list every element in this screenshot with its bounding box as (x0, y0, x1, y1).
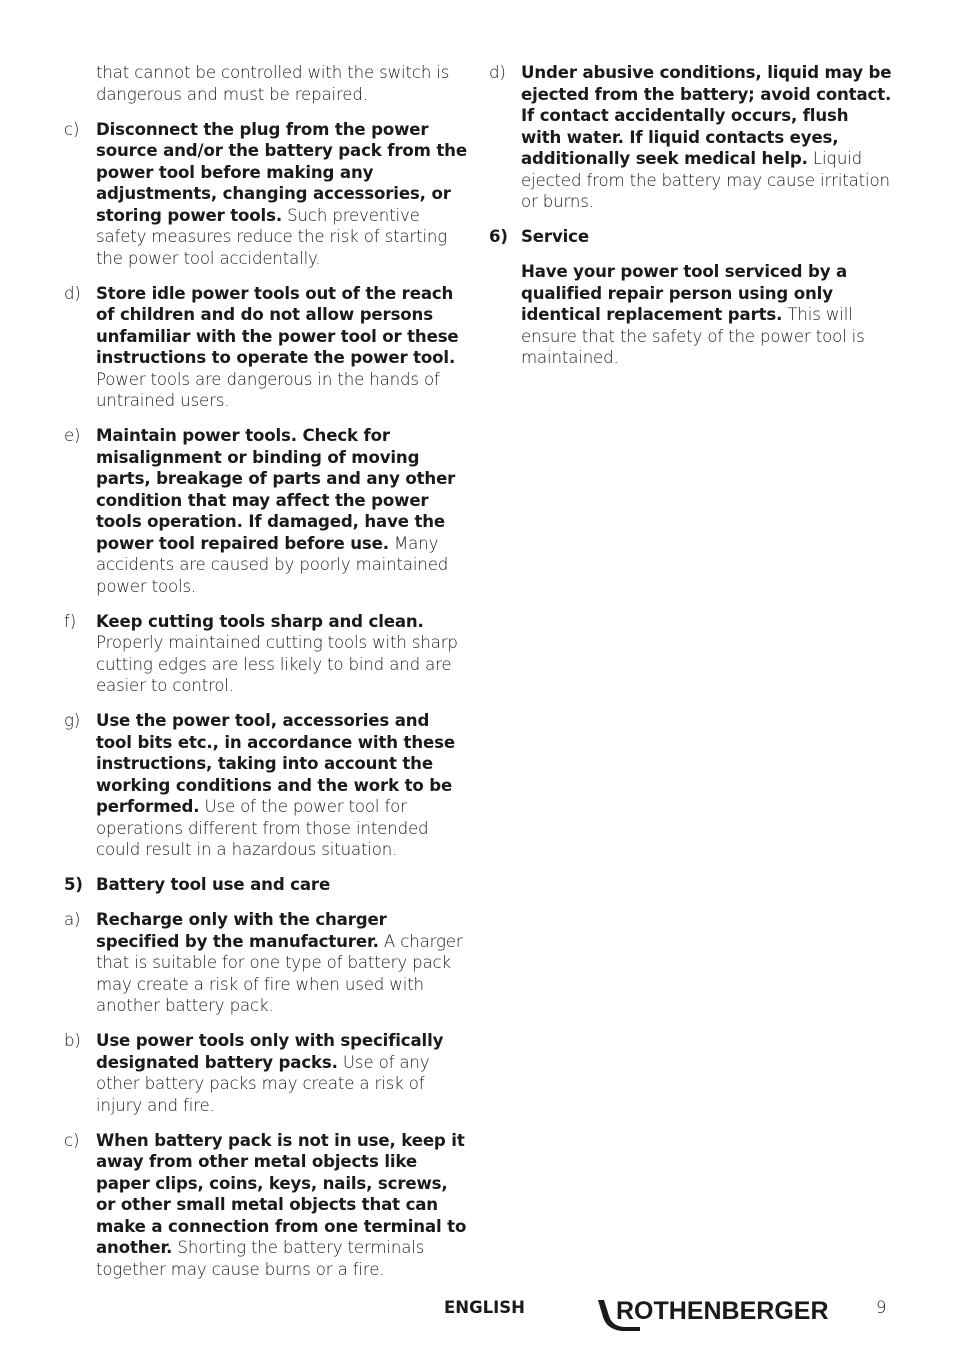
bold-instruction: Have your power tool serviced by a qualified repair person using only identical replacement parts. (521, 262, 848, 324)
footer-language: ENGLISH (444, 1298, 525, 1317)
explanation-text: Power tools are dangerous in the hands of untrained users. (96, 369, 440, 410)
list-item (64, 874, 468, 896)
rothenberger-logo (596, 1294, 836, 1334)
explanation-text: A charger that is suitable for one type of battery pack may create a risk of fire when used with another battery pack. (96, 931, 463, 1015)
list-item (64, 119, 468, 270)
item-marker: d) (489, 63, 506, 82)
item-body (96, 874, 468, 896)
bold-instruction: Keep cutting tools sharp and clean. (96, 611, 424, 631)
item-body (96, 62, 468, 105)
list-item (64, 909, 468, 1017)
item-marker: 6) (489, 227, 508, 246)
section-heading: Battery tool use and care (96, 875, 331, 894)
item-marker: d) (64, 283, 81, 303)
item-body (521, 62, 893, 213)
page-number: 9 (876, 1298, 887, 1317)
item-marker: c) (64, 1130, 80, 1150)
item-body (521, 261, 893, 369)
explanation-text: Many accidents are caused by poorly maintained power tools. (96, 533, 449, 596)
item-body (96, 611, 468, 697)
explanation-text: Properly maintained cutting tools with sharp cutting edges are less likely to bind and are easier to control. (96, 633, 458, 695)
section-heading: Service (521, 227, 589, 246)
explanation-text: Shorting the battery terminals together may cause burns or a fire. (96, 1238, 425, 1279)
list-item (64, 1130, 468, 1281)
item-body (96, 909, 468, 1017)
bold-instruction: Under abusive conditions, liquid may be ejected from the battery; avoid contact. If contact accidentally occurs, flush with water. If liquid contacts eyes, additionally seek medical help. (521, 63, 892, 168)
item-body (96, 119, 468, 270)
explanation-text: Use of the power tool for operations different from those intended could result in a hazardous situation. (96, 797, 429, 859)
item-body (96, 1130, 468, 1281)
list-item (489, 62, 893, 213)
item-marker: f) (64, 611, 77, 631)
item-marker: c) (64, 119, 80, 139)
bold-instruction: Disconnect the plug from the power source and/or the battery pack from the power tool before making any adjustments, changing accessories, or storing power tools. (96, 119, 467, 225)
list-item (64, 62, 468, 105)
list-item (64, 1030, 468, 1116)
explanation-text: Liquid ejected from the battery may cause irritation or burns. (521, 149, 890, 211)
item-marker: e) (64, 426, 81, 445)
item-body (96, 1030, 468, 1116)
explanation-text: This will ensure that the safety of the power tool is maintained. (521, 305, 865, 367)
bold-instruction: Use power tools only with specifically designated battery packs. (96, 1031, 444, 1072)
bold-instruction: Store idle power tools out of the reach of children and do not allow persons unfamiliar with the power tool or these instructions to operate the power tool. (96, 283, 459, 367)
list-item (64, 425, 468, 597)
list-item (64, 283, 468, 412)
explanation-text: that cannot be controlled with the switch is dangerous and must be repaired. (96, 63, 450, 104)
rothenberger-logo-mark (596, 1294, 836, 1334)
list-item (489, 226, 893, 248)
item-marker: 5) (64, 875, 83, 894)
brand-text: ROTHENBERGER (616, 1297, 829, 1325)
list-item (64, 710, 468, 861)
right-column (489, 62, 893, 382)
explanation-text: Use of any other battery packs may create a risk of injury and fire. (96, 1052, 430, 1115)
bold-instruction: Maintain power tools. Check for misalignment or binding of moving parts, breakage of parts and any other condition that may affect the power tools operation. If damaged, have the power tool repaired before use. (96, 426, 456, 553)
left-column (64, 62, 468, 1294)
list-item (64, 611, 468, 697)
bold-instruction: Use the power tool, accessories and tool bits etc., in accordance with these instructions, taking into account the working conditions and the work to be performed. (96, 711, 455, 816)
item-marker: a) (64, 910, 81, 929)
bold-instruction: Recharge only with the charger specified by the manufacturer. (96, 910, 387, 951)
explanation-text: Such preventive safety measures reduce the risk of starting the power tool accidentally. (96, 205, 448, 268)
item-marker: g) (64, 711, 81, 730)
item-marker: b) (64, 1031, 81, 1050)
item-body (96, 283, 468, 412)
item-body (96, 425, 468, 597)
item-body (521, 226, 893, 248)
bold-instruction: When battery pack is not in use, keep it away from other metal objects like paper clips, coins, keys, nails, screws, or other small metal objects that can make a connection from one terminal to another. (96, 1130, 467, 1257)
item-body (96, 710, 468, 861)
list-item (489, 261, 893, 369)
